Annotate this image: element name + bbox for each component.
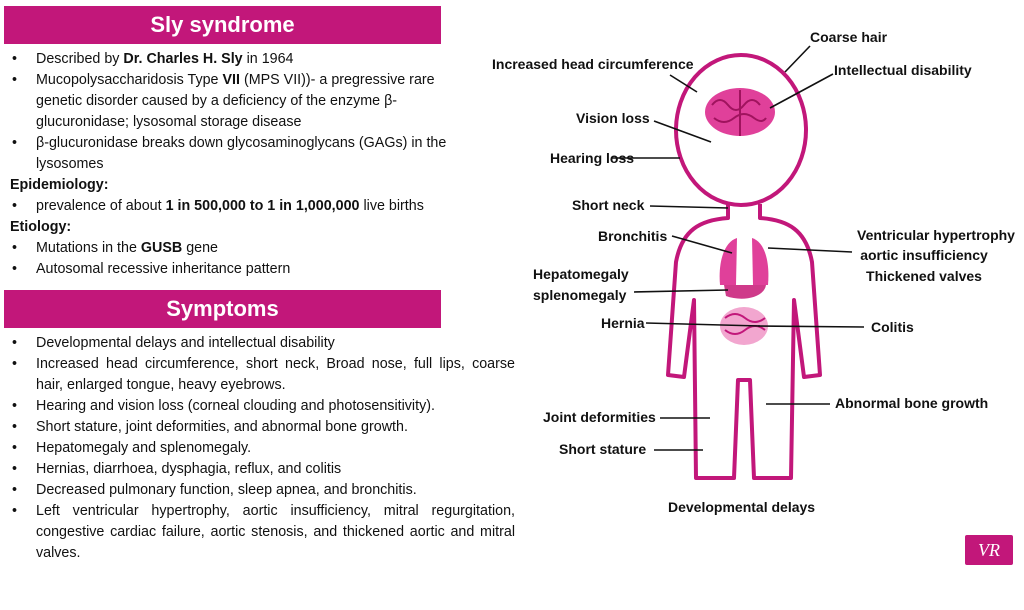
- liver-icon: [724, 285, 766, 299]
- bullet-glucuronidase: • β-glucuronidase breaks down glycosaminoglycans (GAGs) in the lysosomes: [10, 133, 515, 175]
- label-head-circumference: Increased head circumference: [492, 56, 694, 72]
- label-hernia: Hernia: [601, 315, 645, 331]
- label-coarse-hair: Coarse hair: [810, 29, 888, 45]
- vr-logo: VR: [965, 535, 1013, 565]
- bullet-inheritance: • Autosomal recessive inheritance pattern: [10, 259, 515, 280]
- label-hearing-loss: Hearing loss: [550, 150, 635, 166]
- label-abnormal-bone-growth: Abnormal bone growth: [835, 395, 989, 411]
- symptom-item: • Increased head circumference, short neck, Broad nose, full lips, coarse hair, enlarged tongue, heavy eyebrows.: [10, 354, 515, 396]
- bullet-prevalence: • prevalence of about 1 in 500,000 to 1 in 1,000,000 live births: [10, 196, 515, 217]
- symptom-item: • Developmental delays and intellectual disability: [10, 333, 515, 354]
- symptom-item: • Decreased pulmonary function, sleep apnea, and bronchitis.: [10, 480, 515, 501]
- brain-icon: [705, 88, 775, 136]
- title-sly-syndrome: Sly syndrome: [150, 12, 295, 37]
- bullet-described: • Described by Dr. Charles H. Sly in 1964: [10, 49, 515, 70]
- label-colitis: Colitis: [871, 319, 914, 335]
- label-bronchitis: Bronchitis: [598, 228, 668, 244]
- label-aortic-insufficiency: aortic insufficiency: [860, 247, 988, 263]
- label-developmental-delays: Developmental delays: [668, 499, 816, 515]
- epidemiology-heading: Epidemiology:: [10, 177, 109, 193]
- bullet-gusb: • Mutations in the GUSB gene: [10, 238, 515, 259]
- label-short-stature: Short stature: [559, 441, 647, 457]
- label-thickened-valves: Thickened valves: [866, 268, 982, 284]
- label-intellectual-disability: Intellectual disability: [834, 62, 972, 78]
- label-splenomegaly: splenomegaly: [533, 287, 627, 303]
- label-vision-loss: Vision loss: [576, 110, 650, 126]
- lungs-icon: [720, 238, 769, 285]
- label-ventricular-hypertrophy: Ventricular hypertrophy: [857, 227, 1015, 243]
- symptom-item: • Hearing and vision loss (corneal clouding and photosensitivity).: [10, 396, 515, 417]
- symptom-item: • Short stature, joint deformities, and abnormal bone growth.: [10, 417, 515, 438]
- label-joint-deformities: Joint deformities: [543, 409, 656, 425]
- etiology-heading: Etiology:: [10, 219, 72, 235]
- label-hepatomegaly: Hepatomegaly: [533, 266, 629, 282]
- title-symptoms: Symptoms: [166, 296, 279, 321]
- bullet-mps7: • Mucopolysaccharidosis Type VII (MPS VII))- a pregressive rare genetic disorder caused by a deficiency of the enzyme β- glucuronidase; lysosomal storage disease: [10, 70, 515, 133]
- symptom-item: • Left ventricular hypertrophy, aortic insufficiency, mitral regurgitation, congestive cardiac failure, aortic stenosis, and thickened aortic and mitral valves.: [10, 501, 515, 564]
- symptom-item: • Hepatomegaly and splenomegaly.: [10, 438, 515, 459]
- symptom-item: • Hernias, diarrhoea, dysphagia, reflux, and colitis: [10, 459, 515, 480]
- label-short-neck: Short neck: [572, 197, 645, 213]
